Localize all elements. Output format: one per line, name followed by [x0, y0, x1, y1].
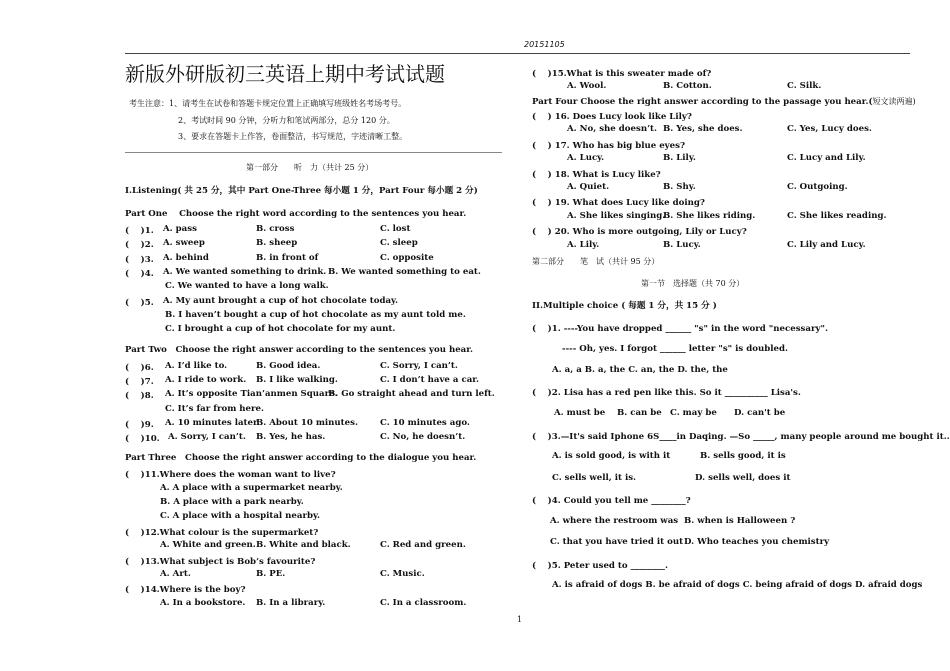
option-a[interactable]: A. Sorry, I can’t. — [168, 432, 246, 442]
question-number[interactable]: ( ) 16. — [532, 112, 570, 122]
option-b[interactable]: B. Lucy. — [663, 240, 701, 250]
option-b[interactable]: B. About 10 minutes. — [256, 418, 358, 428]
date-code: 20151105 — [524, 40, 565, 49]
option-b[interactable]: B. She likes riding. — [663, 211, 756, 221]
option-a[interactable]: A. Lily. — [567, 240, 600, 250]
notes-divider — [125, 152, 502, 153]
note-2: 2、考试时间 90 分钟，分听力和笔试两部分，总分 120 分。 — [178, 116, 395, 125]
question-stem: What is this sweater made of? — [566, 69, 712, 79]
option-a[interactable]: A. I ride to work. — [165, 375, 247, 385]
option-a[interactable]: A. 10 minutes later. — [165, 418, 260, 428]
option-b[interactable]: B. I haven’t bought a cup of hot chocolate as my aunt told me. — [165, 310, 466, 320]
question-number[interactable]: ( )1. — [532, 324, 561, 334]
question-number[interactable]: ( )7. — [125, 377, 154, 387]
option-c[interactable]: C. She likes reading. — [787, 211, 887, 221]
option-a[interactable]: A. Wool. — [567, 81, 607, 91]
option-b[interactable]: B. Cotton. — [663, 81, 712, 91]
question-number[interactable]: ( )1. — [125, 226, 154, 236]
question-stem: —It's said Iphone 6S____in Daqing. —So _____, many people around me bought it.. — [560, 432, 950, 442]
option-a[interactable]: A. Quiet. — [567, 182, 610, 192]
question-reply: ---- Oh, yes. I forgot ______ letter "s" is doubled. — [562, 344, 788, 354]
option-b[interactable]: B. White and black. — [256, 540, 351, 550]
question-number[interactable]: ( )15. — [532, 69, 567, 79]
option-c[interactable]: C. No, he doesn’t. — [380, 432, 466, 442]
question-stem: What subject is Bob’s favourite? — [159, 557, 316, 567]
question-stem: Where is the boy? — [159, 585, 246, 595]
option-b[interactable]: B. Lily. — [663, 153, 696, 163]
question-stem: Who has big blue eyes? — [572, 141, 685, 151]
page-title: 新版外研版初三英语上期中考试试题 — [125, 62, 445, 86]
option-b[interactable]: B. PE. — [256, 569, 286, 579]
option-c[interactable]: C. Sorry, I can’t. — [380, 361, 458, 371]
option-a[interactable]: A. A place with a supermarket nearby. — [160, 483, 343, 493]
question-number[interactable]: ( )6. — [125, 363, 154, 373]
question-stem: ----You have dropped ______ "s" in the word "necessary". — [563, 324, 828, 334]
option-b[interactable]: B. We wanted something to eat. — [328, 267, 481, 277]
option-a[interactable]: A. sweep — [163, 238, 205, 248]
option-b[interactable]: B. sheep — [256, 238, 298, 248]
option-c[interactable]: C. We wanted to have a long walk. — [165, 281, 329, 291]
option-c[interactable]: C. Silk. — [787, 81, 822, 91]
question-number[interactable]: ( ) 17. — [532, 141, 570, 151]
option-d[interactable]: D. Who teaches you chemistry — [684, 537, 830, 547]
question-number[interactable]: ( )5. — [532, 561, 561, 571]
option-c[interactable]: C. 10 minutes ago. — [380, 418, 470, 428]
option-c[interactable]: C. Outgoing. — [787, 182, 848, 192]
option-b[interactable]: B. A place with a park nearby. — [160, 497, 304, 507]
question-number[interactable]: ( )10. — [125, 434, 160, 444]
part2-sub-heading: 第一节 选择题（共 70 分） — [641, 279, 745, 288]
option-a[interactable]: A. It’s opposite Tian’anmen Square. — [165, 389, 338, 399]
question-number[interactable]: ( ) 19. — [532, 198, 570, 208]
option-c[interactable]: C. I don’t have a car. — [380, 375, 479, 385]
option-a[interactable]: A. behind — [163, 253, 209, 263]
option-a[interactable]: A. My aunt brought a cup of hot chocolate today. — [163, 296, 399, 306]
question-stem: What is Lucy like? — [572, 170, 661, 180]
option-c[interactable]: C. sleep — [380, 238, 418, 248]
option-c[interactable]: C. lost — [380, 224, 411, 234]
option-b[interactable]: B. I like walking. — [256, 375, 338, 385]
option-c[interactable]: C. opposite — [380, 253, 434, 263]
question-number[interactable]: ( )12. — [125, 528, 160, 538]
option-a[interactable]: A. In a bookstore. — [160, 598, 246, 608]
option-d[interactable]: D. can't be — [734, 408, 786, 418]
part2-heading: 第二部分 笔 试（共计 95 分） — [532, 257, 660, 266]
question-options[interactable]: A. a, a B. a, the C. an, the D. the, the — [552, 365, 728, 375]
option-c[interactable]: C. Yes, Lucy does. — [787, 124, 872, 134]
option-c[interactable]: C. that you have tried it out — [550, 537, 684, 547]
option-d[interactable]: D. sells well, does it — [695, 473, 791, 483]
option-a[interactable]: A. We wanted something to drink. — [163, 267, 327, 277]
option-a[interactable]: A. Lucy. — [567, 153, 605, 163]
question-number[interactable]: ( )11. — [125, 470, 160, 480]
question-stem: Peter used to ________. — [563, 561, 668, 571]
header-rule — [125, 53, 910, 54]
option-a[interactable]: A. pass — [163, 224, 197, 234]
note-1: 1、请考生在试卷和答题卡规定位置上正确填写班级姓名考场考号。 — [169, 99, 407, 108]
question-number[interactable]: ( )8. — [125, 391, 154, 401]
question-stem: Does Lucy look like Lily? — [572, 112, 692, 122]
question-number[interactable]: ( )9. — [125, 420, 154, 430]
option-a[interactable]: A. must be — [554, 408, 606, 418]
part-four-heading-text: Part Four Choose the right answer according to the passage you hear.( — [532, 97, 873, 107]
question-number[interactable]: ( )3. — [532, 432, 561, 442]
question-number[interactable]: ( )4. — [532, 496, 561, 506]
notes-label: 考生注意： — [129, 99, 169, 108]
option-b[interactable]: B. Yes, he has. — [256, 432, 326, 442]
option-b[interactable]: B. Go straight ahead and turn left. — [328, 389, 495, 399]
question-number[interactable]: ( )2. — [125, 240, 154, 250]
part1-heading: 第一部分 听 力（共计 25 分） — [246, 163, 374, 172]
question-stem: Who is more outgoing, Lily or Lucy? — [572, 227, 747, 237]
option-a[interactable]: A. No, she doesn’t. — [567, 124, 658, 134]
option-c[interactable]: C. Music. — [380, 569, 425, 579]
question-number[interactable]: ( )5. — [125, 298, 154, 308]
question-number[interactable]: ( )4. — [125, 269, 154, 279]
option-c[interactable]: C. Lily and Lucy. — [787, 240, 866, 250]
part-four-heading — [532, 96, 916, 107]
question-number[interactable]: ( ) 20. — [532, 227, 570, 237]
option-c[interactable]: C. A place with a hospital nearby. — [160, 511, 321, 521]
option-a[interactable]: A. White and green. — [160, 540, 256, 550]
part-three-heading: Part Three Choose the right answer according to the dialogue you hear. — [125, 453, 477, 463]
option-b[interactable]: B. cross — [256, 224, 295, 234]
option-c[interactable]: C. Red and green. — [380, 540, 466, 550]
listening-section-title: I.Listening( 共 25 分，其中 Part One-Three 每小题 1 分，Part Four 每小题 2 分) — [125, 186, 478, 196]
option-b[interactable]: B. In a library. — [256, 598, 326, 608]
note-3: 3、要求在答题卡上作答，卷面整洁，书写规范，字迹清晰工整。 — [178, 132, 408, 141]
question-stem: What colour is the supermarket? — [159, 528, 319, 538]
question-stem: Could you tell me ________? — [563, 496, 691, 506]
question-stem: What does Lucy like doing? — [572, 198, 705, 208]
question-options[interactable]: A. is afraid of dogs B. be afraid of dogs C. being afraid of dogs D. afraid dogs — [552, 580, 923, 590]
option-c[interactable]: C. I brought a cup of hot chocolate for my aunt. — [165, 324, 396, 334]
option-b[interactable]: B. Shy. — [663, 182, 696, 192]
option-c[interactable]: C. In a classroom. — [380, 598, 467, 608]
option-b[interactable]: B. when is Halloween ? — [684, 516, 796, 526]
option-b[interactable]: B. in front of — [256, 253, 319, 263]
part-two-heading: Part Two Choose the right answer according to the sentences you hear. — [125, 345, 473, 355]
option-a[interactable]: A. I’d like to. — [165, 361, 228, 371]
option-c[interactable]: C. It’s far from here. — [165, 404, 265, 414]
option-b[interactable]: B. sells good, it is — [700, 451, 786, 461]
question-number[interactable]: ( )3. — [125, 255, 154, 265]
question-stem: Where does the woman want to live? — [159, 470, 336, 480]
question-stem: Lisa has a red pen like this. So it __________ Lisa's. — [563, 388, 801, 398]
option-a[interactable]: A. Art. — [160, 569, 191, 579]
multiple-choice-title: II.Multiple choice ( 每题 1 分，共 15 分 ) — [532, 301, 717, 311]
option-a[interactable]: A. where the restroom was — [550, 516, 679, 526]
part-one-heading: Part One Choose the right word according to the sentences you hear. — [125, 209, 467, 219]
option-c[interactable]: C. sells well, it is. — [552, 473, 637, 483]
option-a[interactable]: A. is sold good, is with it — [552, 451, 671, 461]
page-number: 1 — [517, 615, 523, 624]
question-number[interactable]: ( )2. — [532, 388, 561, 398]
part-four-heading-note: 短文读两遍) — [872, 97, 916, 106]
option-b[interactable]: B. Good idea. — [256, 361, 321, 371]
question-number[interactable]: ( ) 18. — [532, 170, 570, 180]
option-c[interactable]: C. may be — [670, 408, 717, 418]
option-b[interactable]: B. can be — [617, 408, 662, 418]
question-number[interactable]: ( )13. — [125, 557, 160, 567]
option-a[interactable]: A. She likes singing. — [567, 211, 666, 221]
option-c[interactable]: C. Lucy and Lily. — [787, 153, 866, 163]
option-b[interactable]: B. Yes, she does. — [663, 124, 743, 134]
question-number[interactable]: ( )14. — [125, 585, 160, 595]
